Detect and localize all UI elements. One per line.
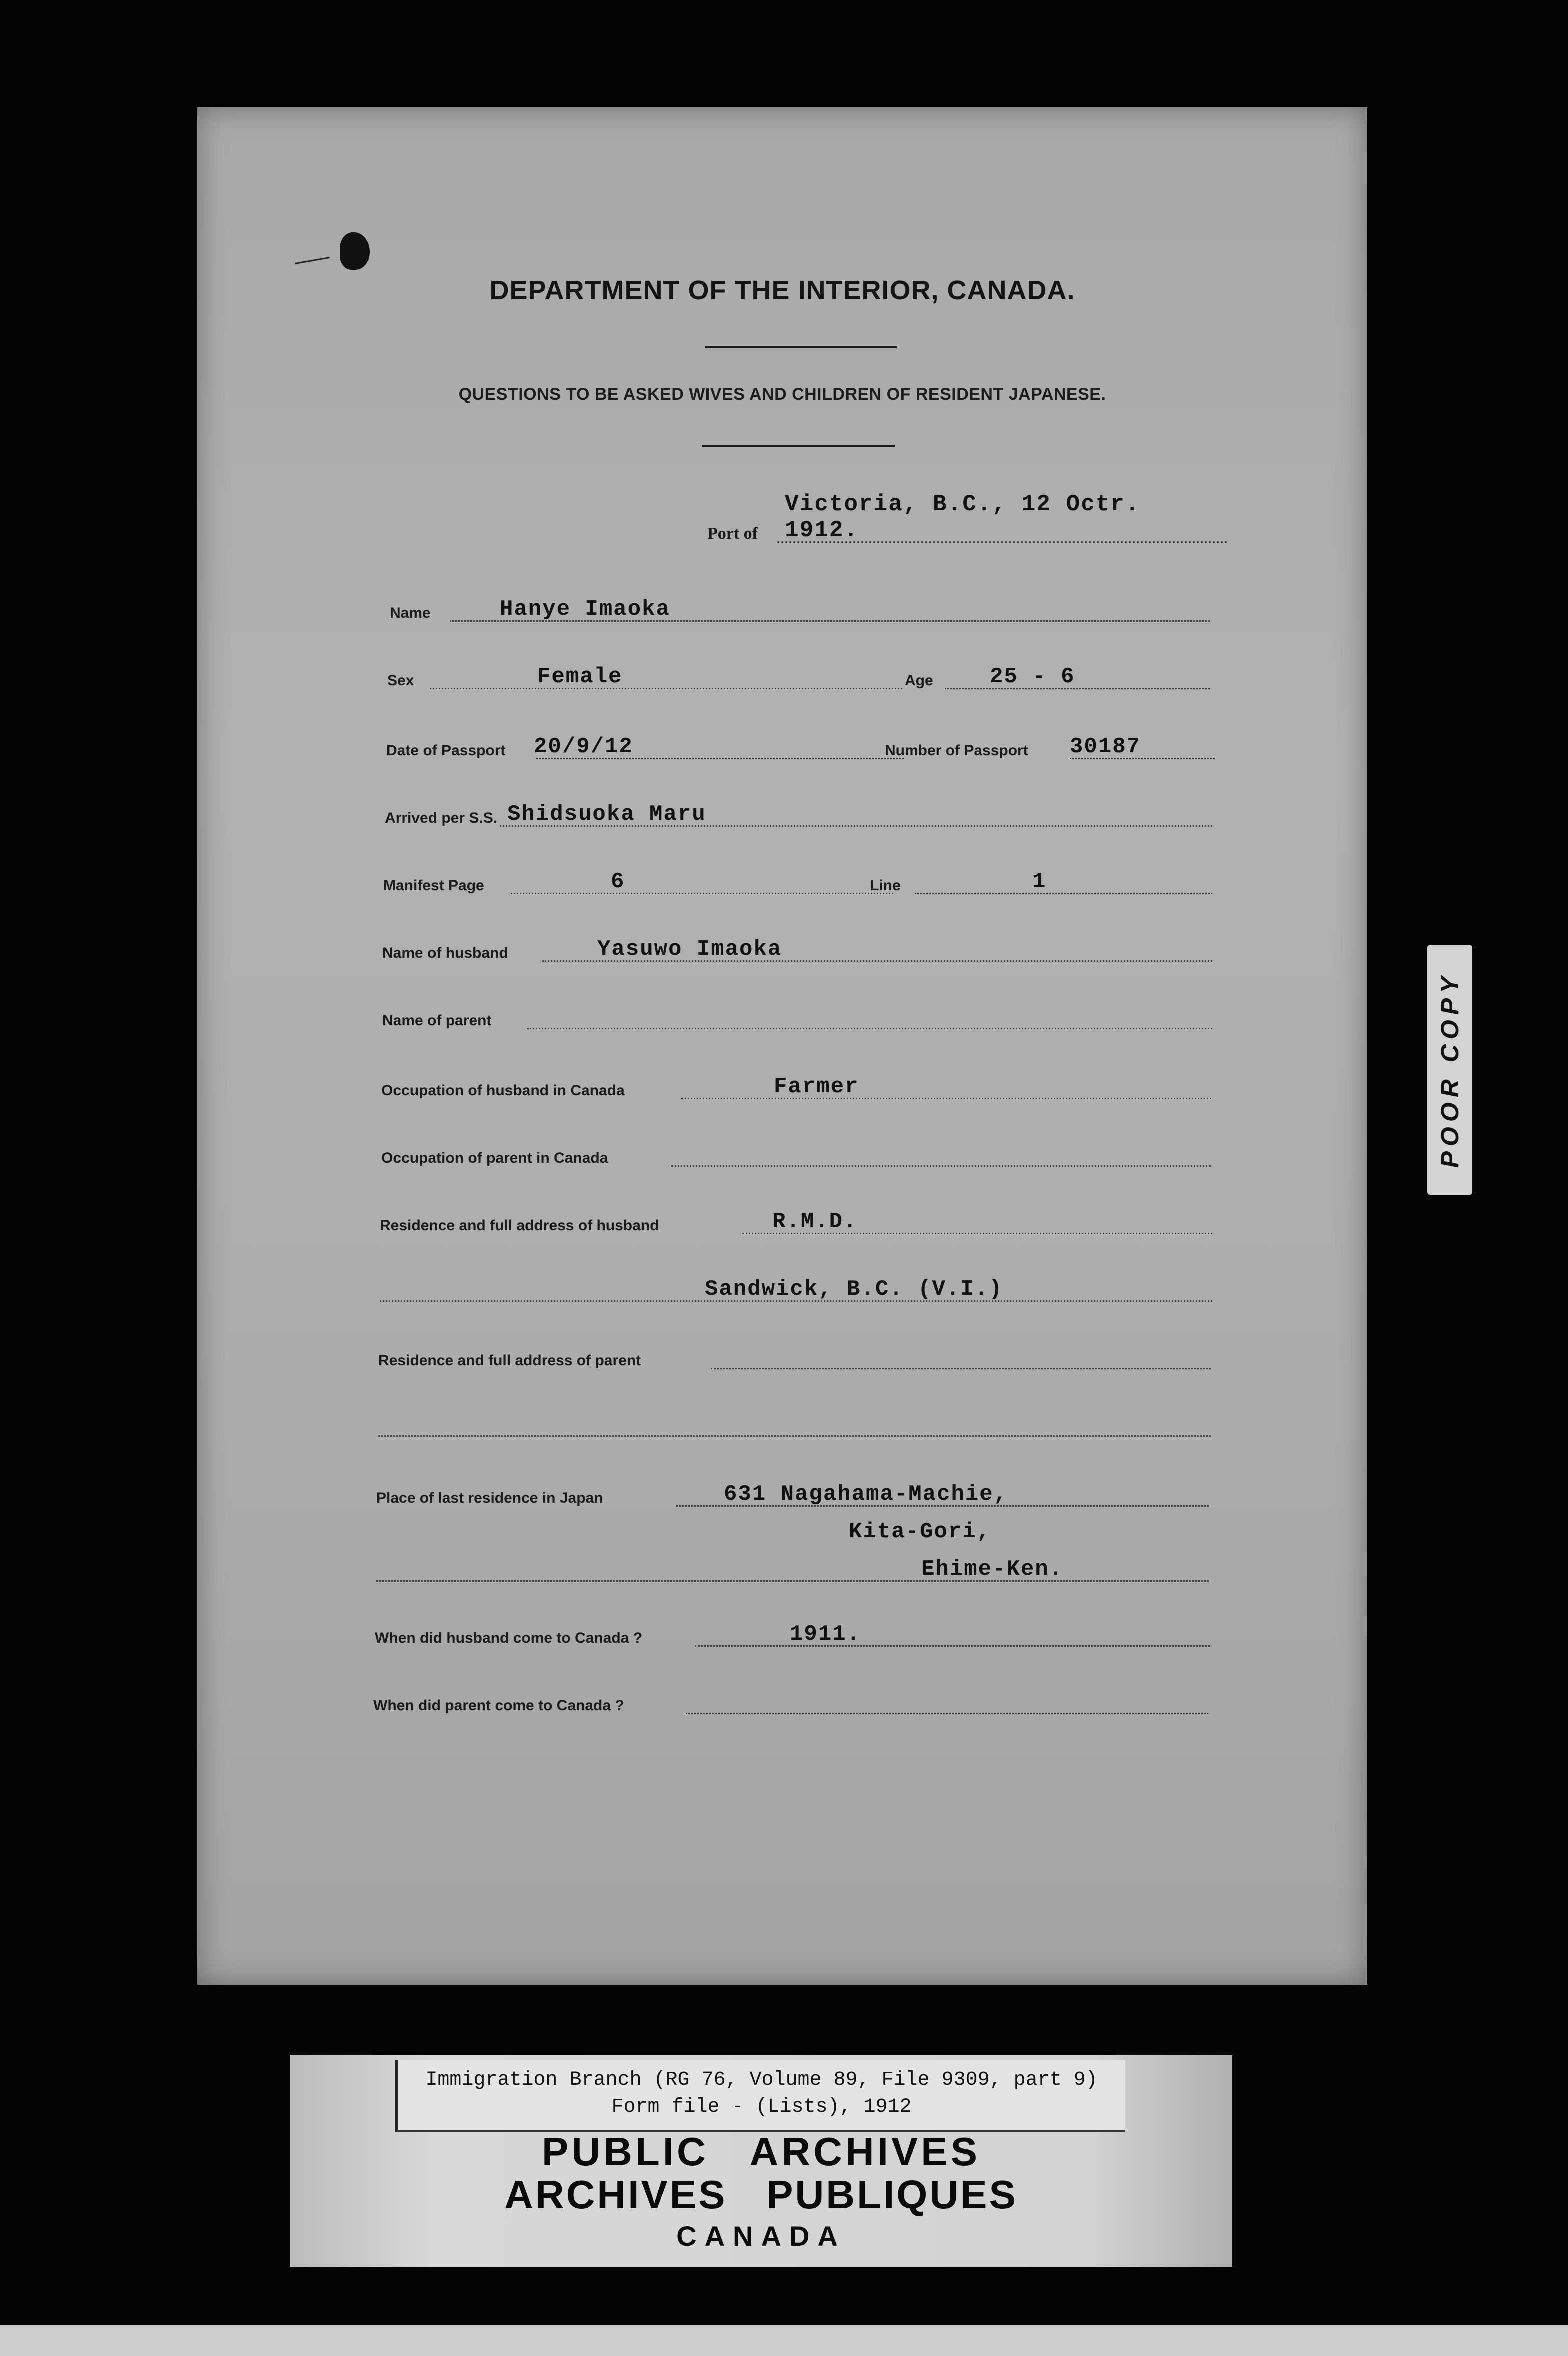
- field-parent-address: [378, 1342, 1211, 1372]
- field-passport-date: [386, 732, 904, 762]
- field-husband-came-line: [695, 1646, 1210, 1647]
- poor-copy-stamp: [1428, 945, 1472, 1195]
- field-last-residence-label: Place of last residence in Japan: [376, 1490, 604, 1506]
- field-parent-came: [374, 1688, 1208, 1718]
- field-age-label: Age: [905, 672, 934, 689]
- field-sex-value: Female: [538, 664, 623, 690]
- field-age-value: 25 - 6: [990, 664, 1076, 690]
- field-husband-came: [375, 1620, 1210, 1650]
- archive-reference-strip: [395, 2060, 1126, 2132]
- field-manifest-page-label: Manifest Page: [384, 878, 484, 894]
- port-row: [708, 492, 1228, 548]
- title-rule: [705, 346, 898, 348]
- field-last-residence-value-1: 631 Nagahama-Machie,: [724, 1482, 1008, 1507]
- field-parent-name-label: Name of parent: [382, 1012, 492, 1029]
- field-arrived-per: [385, 800, 1212, 830]
- scratch-mark: [295, 257, 330, 264]
- field-manifest-page-line: [511, 893, 894, 894]
- field-husband-occupation: [382, 1072, 1212, 1102]
- field-age: [905, 662, 1210, 692]
- archive-reference-line-1: Immigration Branch (RG 76, Volume 89, File 9309, part 9): [426, 2069, 1098, 2092]
- field-husband-address-label: Residence and full address of husband: [380, 1218, 660, 1234]
- port-value: Victoria, B.C., 12 Octr. 1912.: [785, 492, 1140, 544]
- field-parent-occupation-line: [672, 1166, 1212, 1167]
- field-husband-name-value: Yasuwo Imaoka: [598, 937, 782, 962]
- field-last-residence-value-3: Ehime-Ken.: [922, 1557, 1064, 1582]
- field-husband-name: [382, 935, 1212, 965]
- field-husband-occupation-label: Occupation of husband in Canada: [382, 1082, 625, 1099]
- field-parent-address-label: Residence and full address of parent: [378, 1352, 642, 1369]
- field-passport-number-label: Number of Passport: [885, 742, 1028, 759]
- field-husband-address-value-2: Sandwick, B.C. (V.I.): [705, 1277, 1004, 1302]
- ink-blot: [340, 232, 370, 270]
- field-husband-came-label: When did husband come to Canada ?: [375, 1630, 643, 1646]
- field-line-line: [915, 893, 1212, 894]
- poor-copy-text: POOR COPY: [1436, 972, 1464, 1168]
- archive-card: [290, 2055, 1232, 2268]
- archive-name-french: ARCHIVES PUBLIQUES: [504, 2172, 1018, 2217]
- document-title: DEPARTMENT OF THE INTERIOR, CANADA.: [490, 276, 1076, 306]
- field-line-label: Line: [870, 878, 901, 894]
- field-name-value: Hanye Imaoka: [500, 597, 670, 622]
- field-sex: [388, 662, 902, 692]
- field-sex-label: Sex: [388, 672, 414, 689]
- field-parent-came-label: When did parent come to Canada ?: [374, 1698, 624, 1714]
- field-last-residence-dotted-3: [376, 1580, 1209, 1582]
- field-husband-name-label: Name of husband: [382, 945, 508, 962]
- field-parent-name-line: [528, 1028, 1212, 1030]
- field-name: [390, 595, 1210, 625]
- field-age-line: [945, 688, 1210, 690]
- field-husband-occupation-line: [682, 1098, 1212, 1100]
- document-subtitle: QUESTIONS TO BE ASKED WIVES AND CHILDREN OF RESIDENT JAPANESE.: [458, 385, 1106, 404]
- field-parent-address-continued: [378, 1410, 1211, 1440]
- field-manifest-page-value: 6: [611, 870, 626, 894]
- field-line: [870, 868, 1212, 898]
- field-last-residence-value-2: Kita-Gori,: [849, 1520, 992, 1544]
- field-passport-number-value: 30187: [1070, 734, 1142, 760]
- field-line-value: 1: [1032, 870, 1047, 894]
- field-parent-occupation: [382, 1140, 1212, 1170]
- field-passport-date-value: 20/9/12: [534, 734, 634, 760]
- field-husband-address: [380, 1208, 1212, 1238]
- subtitle-rule: [702, 445, 895, 447]
- field-arrived-per-value: Shidsuoka Maru: [508, 802, 706, 827]
- archive-reference-line-2: Form file - (Lists), 1912: [612, 2096, 912, 2118]
- field-husband-came-value: 1911.: [790, 1622, 862, 1647]
- form-sheet: [198, 108, 1368, 1985]
- field-passport-date-label: Date of Passport: [386, 742, 506, 759]
- field-husband-address-continued: [380, 1275, 1212, 1305]
- field-manifest-page: [384, 868, 894, 898]
- film-bottom-edge: [0, 2325, 1568, 2356]
- port-label: Port of: [708, 524, 758, 543]
- field-parent-came-line: [686, 1713, 1208, 1714]
- archive-country: CANADA: [676, 2220, 846, 2252]
- field-parent-name: [382, 1002, 1212, 1032]
- field-parent-occupation-label: Occupation of parent in Canada: [382, 1150, 608, 1166]
- field-sex-line: [430, 688, 902, 690]
- field-last-residence-line-2: [376, 1518, 1209, 1548]
- field-husband-occupation-value: Farmer: [774, 1074, 860, 1100]
- field-parent-address-line-2: [378, 1436, 1211, 1437]
- field-parent-address-line: [711, 1368, 1211, 1370]
- field-passport-number: [885, 732, 1215, 762]
- field-name-label: Name: [390, 605, 431, 622]
- archive-name-english: PUBLIC ARCHIVES: [542, 2130, 980, 2174]
- field-last-residence-line-3: [376, 1555, 1209, 1585]
- field-last-residence: [376, 1480, 1209, 1510]
- field-husband-address-value-1: R.M.D.: [772, 1210, 858, 1234]
- field-arrived-per-label: Arrived per S.S.: [385, 810, 498, 826]
